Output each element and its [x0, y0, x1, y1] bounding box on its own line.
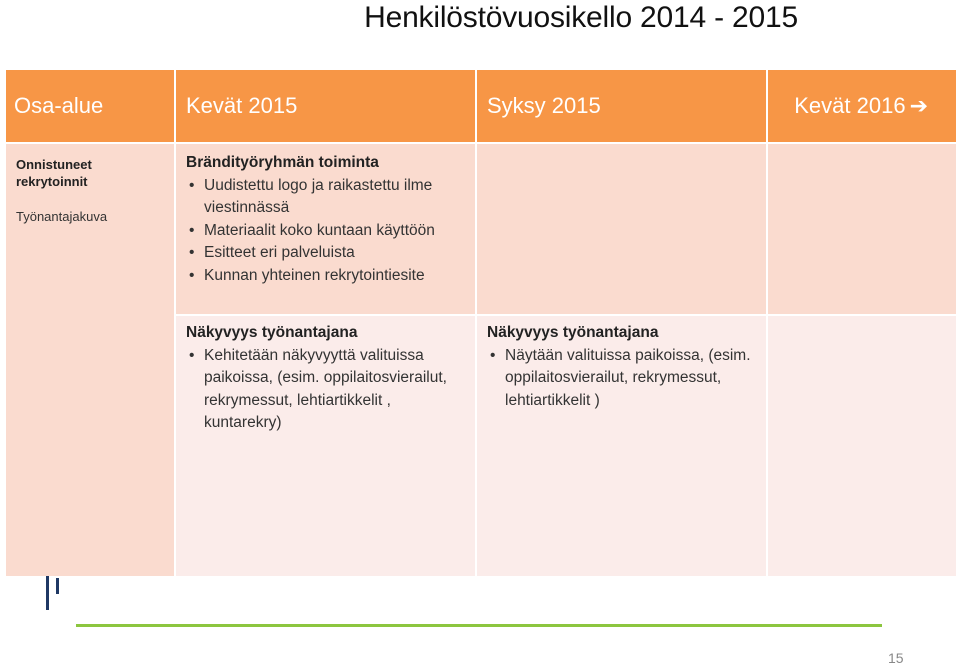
- list-item: • Uudistettu logo ja raikastettu ilme viestinnässä: [186, 175, 467, 220]
- row1-kevat-2015-cell: [175, 143, 476, 315]
- nakyvyys-list: [186, 345, 467, 435]
- header-cell-syksy-2015: Syksy 2015: [476, 69, 767, 143]
- page-number: 15: [888, 650, 904, 666]
- timeline-table: [4, 68, 958, 578]
- list-item: • Materiaalit koko kuntaan käyttöön: [186, 220, 467, 243]
- header-cell-osa-alue: Osa-alue: [5, 69, 175, 143]
- page-title: Henkilöstövuosikello 2014 - 2015: [364, 1, 798, 34]
- header-cell-kevat-2016: [767, 69, 957, 143]
- table-row: [5, 143, 957, 315]
- brandityoryhma-heading: Brändityöryhmän toiminta: [186, 154, 379, 171]
- header-cell-kevat-2015: Kevät 2015: [175, 69, 476, 143]
- brandityoryhma-list: [186, 175, 467, 288]
- row1-kevat-2016-cell: [767, 143, 957, 315]
- nakyvyys-heading: Näkyvyys työnantajana: [186, 324, 358, 341]
- osa-alue-cell: [5, 143, 175, 577]
- nakyvyys-heading-syksy: Näkyvyys työnantajana: [487, 324, 659, 341]
- footer-divider: [76, 624, 882, 627]
- logo-mark-icon: [46, 576, 49, 610]
- header-kevat-2016-label: Kevät 2016: [794, 93, 906, 118]
- osa-alue-sublabel: Työnantajakuva: [16, 209, 108, 224]
- row2-kevat-2015-cell: [175, 315, 476, 577]
- header-row: [5, 69, 957, 143]
- logo-mark-secondary-icon: [56, 578, 59, 594]
- list-item: • Kehitetään näkyvyyttä valituissa paikoissa, (esim. oppilaitosvierailut, rekrymessut, lehtiartikkelit , kuntarekry): [186, 345, 467, 435]
- row2-kevat-2016-cell: [767, 315, 957, 577]
- list-item: • Esitteet eri palveluista: [186, 242, 467, 265]
- page-title-bar: [0, 0, 960, 36]
- arrow-right-icon: ➔: [909, 93, 928, 118]
- list-item: • Näytään valituissa paikoissa, (esim. oppilaitosvierailut, rekrymessut, lehtiartikkelit ): [487, 345, 758, 413]
- row1-syksy-2015-cell: [476, 143, 767, 315]
- list-item: • Kunnan yhteinen rekrytointiesite: [186, 265, 467, 288]
- nakyvyys-list-syksy: [487, 345, 758, 413]
- osa-alue-label: Onnistuneet rekrytoinnit: [16, 157, 92, 189]
- row2-syksy-2015-cell: [476, 315, 767, 577]
